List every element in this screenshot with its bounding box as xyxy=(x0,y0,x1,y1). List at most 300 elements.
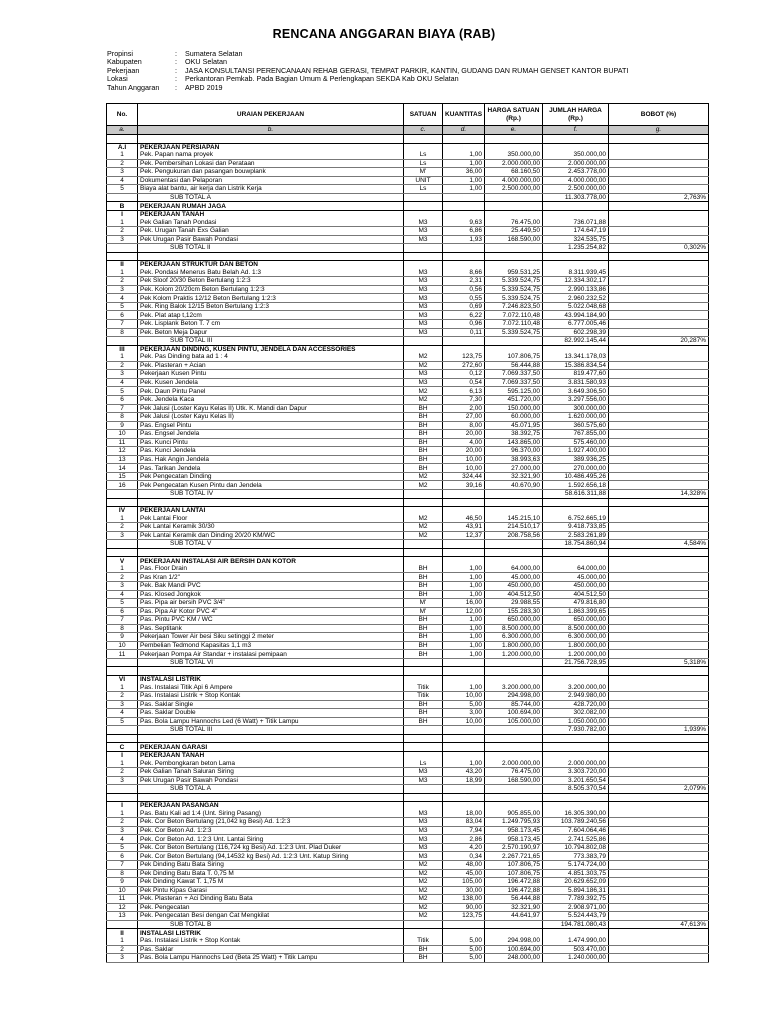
item-quantity: 10,00 xyxy=(443,455,485,464)
item-quantity: 5,00 xyxy=(443,954,485,963)
empty-cell xyxy=(404,489,443,498)
item-unit: Ls xyxy=(404,759,443,767)
empty-cell xyxy=(609,548,709,557)
empty-cell xyxy=(543,676,609,684)
item-unit: M2 xyxy=(404,395,443,404)
item-weight xyxy=(609,218,709,226)
table-header-row xyxy=(107,104,709,126)
section-title: PEKERJAAN PERSIAPAN xyxy=(138,143,404,151)
item-total-price: 10.486.495,26 xyxy=(543,472,609,481)
table-row xyxy=(107,954,709,963)
item-total-price: 103.789.240,56 xyxy=(543,818,609,827)
table-row xyxy=(107,168,709,177)
table-row xyxy=(107,151,709,159)
section-number: A.I xyxy=(107,143,138,151)
item-weight xyxy=(609,650,709,659)
empty-cell xyxy=(443,193,485,202)
empty-cell xyxy=(609,793,709,802)
item-unit-price: 3.200.000,00 xyxy=(485,684,543,692)
item-weight xyxy=(609,269,709,277)
section-title: INSTALASI LISTRIK xyxy=(138,676,404,684)
item-unit-price: 196.472,88 xyxy=(485,886,543,895)
empty-cell xyxy=(404,929,443,937)
empty-cell xyxy=(138,498,404,507)
subtotal-amount: 58.616.311,88 xyxy=(543,489,609,498)
item-total-price: 302.082,00 xyxy=(543,709,609,718)
item-unit-price: 1.800.000,00 xyxy=(485,641,543,650)
item-total-price: 20.629.652,09 xyxy=(543,878,609,887)
subtotal-row xyxy=(107,920,709,929)
item-weight xyxy=(609,277,709,286)
col-header-harga-satuan: HARGA SATUAN (Rp.) xyxy=(485,104,543,126)
item-quantity: 18,00 xyxy=(443,810,485,818)
item-quantity: 30,00 xyxy=(443,886,485,895)
item-unit: M3 xyxy=(404,302,443,311)
empty-cell xyxy=(404,793,443,802)
item-unit-price: 96.370,00 xyxy=(485,447,543,456)
item-unit: BH xyxy=(404,413,443,422)
table-row xyxy=(107,684,709,692)
item-unit-price: 168.590,00 xyxy=(485,776,543,785)
item-description: Pas. Floor Drain xyxy=(138,565,404,573)
item-unit-price: 45.071,95 xyxy=(485,421,543,430)
table-row xyxy=(107,404,709,413)
item-quantity: 0,69 xyxy=(443,302,485,311)
item-number: 7 xyxy=(107,320,138,329)
item-unit: BH xyxy=(404,447,443,456)
item-description: Pek Lantai Keramik 30/30 xyxy=(138,523,404,532)
table-row xyxy=(107,311,709,320)
col-letter: a. xyxy=(107,126,138,135)
item-weight xyxy=(609,818,709,827)
subtotal-weight: 47,613% xyxy=(609,920,709,929)
empty-cell xyxy=(543,557,609,565)
item-total-price: 6.752.665,19 xyxy=(543,515,609,523)
item-description: Pek. Cor Beton Bertulang (21,042 kg Besi) Ad. 1:2:3 xyxy=(138,818,404,827)
item-description: Pek. Plat atap t,12cm xyxy=(138,311,404,320)
item-number: 9 xyxy=(107,878,138,887)
project-info-label: Tahun Anggaran xyxy=(107,82,160,92)
empty-cell xyxy=(485,548,543,557)
project-info-label: Lokasi xyxy=(107,74,128,84)
item-total-price: 3.831.580,93 xyxy=(543,378,609,387)
item-number: 16 xyxy=(107,481,138,490)
spacer-row xyxy=(107,667,709,676)
item-unit-price: 100.694,00 xyxy=(485,945,543,954)
table-row xyxy=(107,590,709,599)
item-total-price: 360.575,60 xyxy=(543,421,609,430)
item-unit-price: 7.072.110,48 xyxy=(485,320,543,329)
document-title: RENCANA ANGGARAN BIAYA (RAB) xyxy=(272,27,496,41)
item-unit: M' xyxy=(404,599,443,608)
empty-cell xyxy=(485,261,543,269)
item-total-price: 1.620.000,00 xyxy=(543,413,609,422)
item-number: 5 xyxy=(107,185,138,194)
item-weight xyxy=(609,573,709,582)
section-header-row xyxy=(107,210,709,218)
item-total-price: 1.800.000,00 xyxy=(543,641,609,650)
table-row xyxy=(107,818,709,827)
item-unit: BH xyxy=(404,945,443,954)
item-unit-price: 85.744,00 xyxy=(485,700,543,709)
section-number: II xyxy=(107,261,138,269)
spacer-row xyxy=(107,793,709,802)
empty-cell xyxy=(443,751,485,759)
empty-cell xyxy=(443,244,485,253)
item-weight xyxy=(609,531,709,540)
item-unit: M2 xyxy=(404,361,443,370)
item-unit-price: 107.806,75 xyxy=(485,353,543,361)
item-description: Pek Lantai Floor xyxy=(138,515,404,523)
section-number: VI xyxy=(107,676,138,684)
item-quantity: 105,00 xyxy=(443,878,485,887)
item-weight xyxy=(609,810,709,818)
item-unit-price: 958.173,45 xyxy=(485,826,543,835)
item-unit-price: 29.988,55 xyxy=(485,599,543,608)
empty-cell xyxy=(609,252,709,261)
empty-cell xyxy=(107,540,138,549)
subtotal-row xyxy=(107,540,709,549)
item-total-price: 767.855,00 xyxy=(543,430,609,439)
item-description: Pas. Pipa Air Kotor PVC 4" xyxy=(138,607,404,616)
item-weight xyxy=(609,565,709,573)
section-number: C xyxy=(107,743,138,752)
empty-cell xyxy=(443,658,485,667)
item-unit-price: 32.321,90 xyxy=(485,903,543,912)
item-quantity: 0,34 xyxy=(443,852,485,861)
item-unit: BH xyxy=(404,709,443,718)
item-description: Pek. Pondasi Menerus Batu Belah Ad. 1:3 xyxy=(138,269,404,277)
spacer-row xyxy=(107,548,709,557)
item-description: Pek Lantai Keramik dan Dinding 20/20 KM/WC xyxy=(138,531,404,540)
item-total-price: 324.535,75 xyxy=(543,235,609,244)
item-number: 6 xyxy=(107,311,138,320)
item-unit-price: 214.510,17 xyxy=(485,523,543,532)
item-weight xyxy=(609,455,709,464)
table-row xyxy=(107,869,709,878)
item-total-price: 650.000,00 xyxy=(543,616,609,625)
item-number: 14 xyxy=(107,464,138,473)
col-letter: d. xyxy=(443,126,485,135)
item-quantity: 20,00 xyxy=(443,447,485,456)
spacer-row xyxy=(107,734,709,743)
item-weight xyxy=(609,633,709,642)
empty-cell xyxy=(485,193,543,202)
item-unit: M3 xyxy=(404,285,443,294)
item-total-price: 7.604.064,46 xyxy=(543,826,609,835)
item-quantity: 5,00 xyxy=(443,700,485,709)
item-number: 5 xyxy=(107,599,138,608)
item-quantity: 272,60 xyxy=(443,361,485,370)
empty-cell xyxy=(609,676,709,684)
empty-cell xyxy=(543,252,609,261)
item-number: 1 xyxy=(107,810,138,818)
table-row xyxy=(107,912,709,921)
item-weight xyxy=(609,481,709,490)
item-description: Pek Galian Tanah Saluran Siring xyxy=(138,768,404,777)
item-description: Pek Jalusi (Loster Kayu Kelas II) Utk. K. Mandi dan Dapur xyxy=(138,404,404,413)
table-row xyxy=(107,378,709,387)
item-unit: Ls xyxy=(404,185,443,194)
item-weight xyxy=(609,700,709,709)
item-quantity: 9,63 xyxy=(443,218,485,226)
item-unit: M3 xyxy=(404,852,443,861)
item-number: 3 xyxy=(107,581,138,590)
subtotal-row xyxy=(107,244,709,253)
col-header-satuan: SATUAN xyxy=(404,104,443,126)
item-weight xyxy=(609,768,709,777)
item-quantity: 2,86 xyxy=(443,835,485,844)
table-row xyxy=(107,616,709,625)
item-weight xyxy=(609,607,709,616)
item-total-price: 1.240.000,00 xyxy=(543,954,609,963)
item-number: 3 xyxy=(107,776,138,785)
empty-cell xyxy=(609,143,709,151)
table-row xyxy=(107,447,709,456)
item-total-price: 1.200.000,00 xyxy=(543,650,609,659)
item-unit-price: 294.998,00 xyxy=(485,692,543,701)
empty-cell xyxy=(609,929,709,937)
empty-cell xyxy=(404,193,443,202)
item-unit: BH xyxy=(404,954,443,963)
item-unit: BH xyxy=(404,624,443,633)
item-description: Pek. Plasteran + Aci Dinding Batu Bata xyxy=(138,895,404,904)
empty-cell xyxy=(543,751,609,759)
empty-cell xyxy=(107,734,138,743)
table-row xyxy=(107,700,709,709)
section-number: III xyxy=(107,345,138,353)
item-unit-price: 27.000,00 xyxy=(485,464,543,473)
item-unit: M2 xyxy=(404,903,443,912)
section-title: PEKERJAAN GARASI xyxy=(138,743,404,752)
item-unit-price: 1.200.000,00 xyxy=(485,650,543,659)
subtotal-weight: 2,079% xyxy=(609,785,709,794)
table-row xyxy=(107,413,709,422)
empty-cell xyxy=(404,210,443,218)
item-description: Pek. Jendela Kaca xyxy=(138,395,404,404)
item-unit: BH xyxy=(404,641,443,650)
item-total-price: 389.936,25 xyxy=(543,455,609,464)
empty-cell xyxy=(107,498,138,507)
item-weight xyxy=(609,886,709,895)
table-row xyxy=(107,438,709,447)
item-unit-price: 143.865,00 xyxy=(485,438,543,447)
empty-cell xyxy=(138,548,404,557)
section-title: PEKERJAAN TANAH xyxy=(138,210,404,218)
item-description: Pek. Cor Beton Ad. 1:2:3 xyxy=(138,826,404,835)
item-number: 11 xyxy=(107,438,138,447)
empty-cell xyxy=(609,202,709,211)
item-unit-price: 7.069.337,50 xyxy=(485,378,543,387)
item-weight xyxy=(609,717,709,726)
item-total-price: 13.341.178,03 xyxy=(543,353,609,361)
item-number: 2 xyxy=(107,573,138,582)
subtotal-amount: 21.756.728,95 xyxy=(543,658,609,667)
item-weight xyxy=(609,843,709,852)
empty-cell xyxy=(404,557,443,565)
item-weight xyxy=(609,692,709,701)
item-unit: M2 xyxy=(404,869,443,878)
table-row xyxy=(107,607,709,616)
empty-cell xyxy=(443,540,485,549)
table-row xyxy=(107,861,709,870)
subtotal-row xyxy=(107,658,709,667)
item-quantity: 5,00 xyxy=(443,945,485,954)
section-header-row xyxy=(107,345,709,353)
item-unit: M2 xyxy=(404,886,443,895)
item-unit: M3 xyxy=(404,843,443,852)
item-quantity: 39,16 xyxy=(443,481,485,490)
table-row xyxy=(107,937,709,945)
item-weight xyxy=(609,599,709,608)
item-description: Pek Dinding Batu Bata Siring xyxy=(138,861,404,870)
subtotal-amount: 1.235.254,82 xyxy=(543,244,609,253)
empty-cell xyxy=(443,548,485,557)
item-description: Pas. Saklar Double xyxy=(138,709,404,718)
item-weight xyxy=(609,404,709,413)
table-row xyxy=(107,227,709,236)
item-weight xyxy=(609,835,709,844)
empty-cell xyxy=(138,135,404,144)
item-unit: M2 xyxy=(404,912,443,921)
empty-cell xyxy=(485,498,543,507)
colon: : xyxy=(175,74,177,84)
item-number: 13 xyxy=(107,455,138,464)
item-total-price: 174.647,19 xyxy=(543,227,609,236)
item-weight xyxy=(609,616,709,625)
item-unit: M3 xyxy=(404,320,443,329)
item-description: Pas. Instalasi Listrik + Stop Kontak xyxy=(138,937,404,945)
item-unit-price: 25.449,50 xyxy=(485,227,543,236)
subtotal-amount: 7.930.782,00 xyxy=(543,726,609,735)
item-quantity: 1,00 xyxy=(443,565,485,573)
empty-cell xyxy=(543,507,609,515)
item-quantity: 45,00 xyxy=(443,869,485,878)
item-description: Pek. Urugan Tanah Exs Galian xyxy=(138,227,404,236)
empty-cell xyxy=(443,920,485,929)
table-row xyxy=(107,895,709,904)
item-unit-price: 2.500.000,00 xyxy=(485,185,543,194)
table-row xyxy=(107,903,709,912)
item-weight xyxy=(609,302,709,311)
empty-cell xyxy=(404,135,443,144)
item-number: 9 xyxy=(107,421,138,430)
item-quantity: 0,11 xyxy=(443,328,485,337)
table-row xyxy=(107,810,709,818)
empty-cell xyxy=(443,726,485,735)
empty-cell xyxy=(404,337,443,346)
item-number: 1 xyxy=(107,684,138,692)
empty-cell xyxy=(543,261,609,269)
item-unit: BH xyxy=(404,430,443,439)
table-row xyxy=(107,218,709,226)
item-weight xyxy=(609,937,709,945)
subtotal-label: SUB TOTAL B xyxy=(138,920,404,929)
item-weight xyxy=(609,515,709,523)
item-number: 12 xyxy=(107,447,138,456)
empty-cell xyxy=(443,498,485,507)
item-unit: M3 xyxy=(404,810,443,818)
item-unit-price: 38.993,63 xyxy=(485,455,543,464)
item-description: Pek. Pengecatan Besi dengan Cat Mengkilat xyxy=(138,912,404,921)
item-total-price: 1.927.400,00 xyxy=(543,447,609,456)
item-total-price: 2.000.000,00 xyxy=(543,159,609,168)
item-unit: M2 xyxy=(404,878,443,887)
item-description: Pas. Engsel Pintu xyxy=(138,421,404,430)
section-title: PEKERJAAN LANTAI xyxy=(138,507,404,515)
item-number: 7 xyxy=(107,861,138,870)
item-description: Pembelian Tedmond Kapasitas 1,1 m3 xyxy=(138,641,404,650)
item-unit-price: 7.069.337,50 xyxy=(485,370,543,379)
item-unit-price: 100.694,00 xyxy=(485,709,543,718)
item-total-price: 2.500.000,00 xyxy=(543,185,609,194)
subtotal-label: SUB TOTAL III xyxy=(138,726,404,735)
spacer-row xyxy=(107,498,709,507)
item-weight xyxy=(609,151,709,159)
item-unit: BH xyxy=(404,700,443,709)
item-weight xyxy=(609,954,709,963)
section-title: PEKERJAAN TANAH xyxy=(138,751,404,759)
item-number: 8 xyxy=(107,413,138,422)
item-quantity: 43,20 xyxy=(443,768,485,777)
empty-cell xyxy=(443,337,485,346)
col-header-jumlah-harga: JUMLAH HARGA (Rp.) xyxy=(543,104,609,126)
item-weight xyxy=(609,878,709,887)
item-weight xyxy=(609,776,709,785)
item-number: 5 xyxy=(107,387,138,396)
table-row xyxy=(107,294,709,303)
item-weight xyxy=(609,447,709,456)
item-number: 2 xyxy=(107,227,138,236)
item-weight xyxy=(609,709,709,718)
empty-cell xyxy=(404,743,443,752)
table-row xyxy=(107,395,709,404)
empty-cell xyxy=(404,261,443,269)
empty-cell xyxy=(443,507,485,515)
item-number: 3 xyxy=(107,168,138,177)
item-weight xyxy=(609,861,709,870)
empty-cell xyxy=(485,785,543,794)
item-description: Pek. Beton Meja Dapur xyxy=(138,328,404,337)
section-title: PEKERJAAN PASANGAN xyxy=(138,802,404,810)
item-number: 12 xyxy=(107,903,138,912)
item-quantity: 123,75 xyxy=(443,912,485,921)
subtotal-row xyxy=(107,489,709,498)
table-row xyxy=(107,328,709,337)
item-description: Pek. Pengukuran dan pasangan bouwplank xyxy=(138,168,404,177)
colon: : xyxy=(175,49,177,58)
item-unit: BH xyxy=(404,581,443,590)
empty-cell xyxy=(485,244,543,253)
project-info-row xyxy=(107,84,628,92)
item-unit-price: 451.720,00 xyxy=(485,395,543,404)
item-description: Pek. Kusen Jendela xyxy=(138,378,404,387)
item-description: Pas. Saklar xyxy=(138,945,404,954)
item-quantity: 90,00 xyxy=(443,903,485,912)
item-number: 11 xyxy=(107,895,138,904)
item-unit: M2 xyxy=(404,515,443,523)
item-unit-price: 248.000,00 xyxy=(485,954,543,963)
empty-cell xyxy=(107,658,138,667)
empty-cell xyxy=(543,802,609,810)
empty-cell xyxy=(485,202,543,211)
item-description: Pekerjaan Kusen Pintu xyxy=(138,370,404,379)
section-header-row xyxy=(107,202,709,211)
table-row xyxy=(107,361,709,370)
item-unit-price: 38.392,75 xyxy=(485,430,543,439)
item-total-price: 3.201.650,54 xyxy=(543,776,609,785)
item-quantity: 43,91 xyxy=(443,523,485,532)
